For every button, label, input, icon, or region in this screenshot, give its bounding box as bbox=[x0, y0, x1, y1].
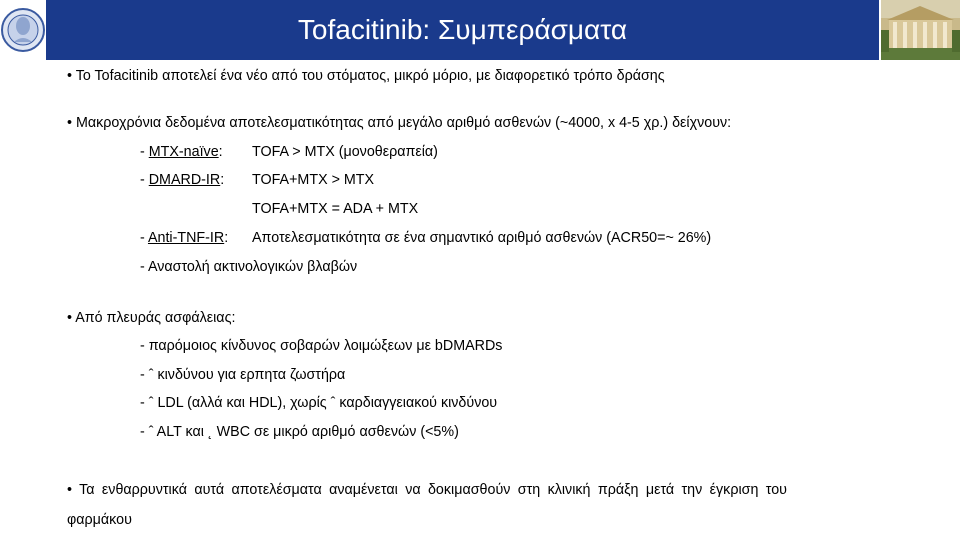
label-separator: : bbox=[220, 172, 225, 188]
sub-prefix: - bbox=[140, 172, 149, 188]
sub-radiographic-inhibition: - Αναστολή ακτινολογικών βλαβών bbox=[140, 259, 358, 275]
dmard-ir-result-1: TOFA+MTX > MTX bbox=[252, 172, 375, 188]
bullet-conclusion-line-2: φαρμάκου bbox=[67, 512, 132, 528]
dmard-ir-result-2: TOFA+MTX = ADA + MTX bbox=[252, 201, 419, 217]
dmard-ir-label: DMARD-IR bbox=[148, 172, 221, 188]
sub-prefix: - bbox=[140, 230, 148, 246]
anti-tnf-ir-result: Αποτελεσματικότητα σε ένα σημαντικό αριθμό ασθενών (ACR50=~ 26%) bbox=[252, 230, 712, 246]
bullet-conclusion-line-1: • Τα ενθαρρυντικά αυτά αποτελέσματα αναμένεται να δοκιμασθούν στη κλινική πράξη μετά την έγκριση του bbox=[67, 482, 787, 498]
safety-alt-wbc: - ˆ ALT και ˛ WBC σε μικρό αριθμό ασθενών (<5%) bbox=[140, 424, 459, 440]
label-separator: : bbox=[218, 144, 223, 160]
anti-tnf-ir-label: Anti-TNF-IR bbox=[147, 230, 225, 246]
sub-prefix: - bbox=[140, 144, 149, 160]
bullet-new-oral-molecule: • To Tofacitinib αποτελεί ένα νέο από του στόματος, μικρό μόριο, με διαφορετικό τρόπο δράσης bbox=[67, 68, 665, 84]
bullet-safety: • Από πλευράς ασφάλειας: bbox=[67, 310, 236, 326]
safety-herpes-zoster: - ˆ κινδύνου για ερπητα ζωστήρα bbox=[140, 367, 346, 383]
safety-infections: - παρόμοιος κίνδυνος σοβαρών λοιμώξεων με bDMARDs bbox=[140, 338, 503, 354]
sub-anti-tnf-ir bbox=[140, 229, 228, 247]
mtx-naive-result: TOFA > MTX (μονοθεραπεία) bbox=[252, 144, 438, 160]
mtx-naive-label: MTX-naïve bbox=[148, 144, 219, 160]
sub-dmard-ir bbox=[140, 171, 224, 189]
sub-mtx-naive bbox=[140, 143, 223, 161]
label-separator: : bbox=[224, 230, 229, 246]
safety-ldl: - ˆ LDL (αλλά και HDL), χωρίς ˆ καρδιαγγειακού κινδύνου bbox=[140, 395, 498, 411]
bullet-efficacy-data: • Μακροχρόνια δεδομένα αποτελεσματικότητας από μεγάλο αριθμό ασθενών (~4000, x 4-5 χρ.) δείχνουν: bbox=[67, 115, 732, 131]
slide-title: Tofacitinib: Συμπεράσματα bbox=[297, 14, 628, 45]
